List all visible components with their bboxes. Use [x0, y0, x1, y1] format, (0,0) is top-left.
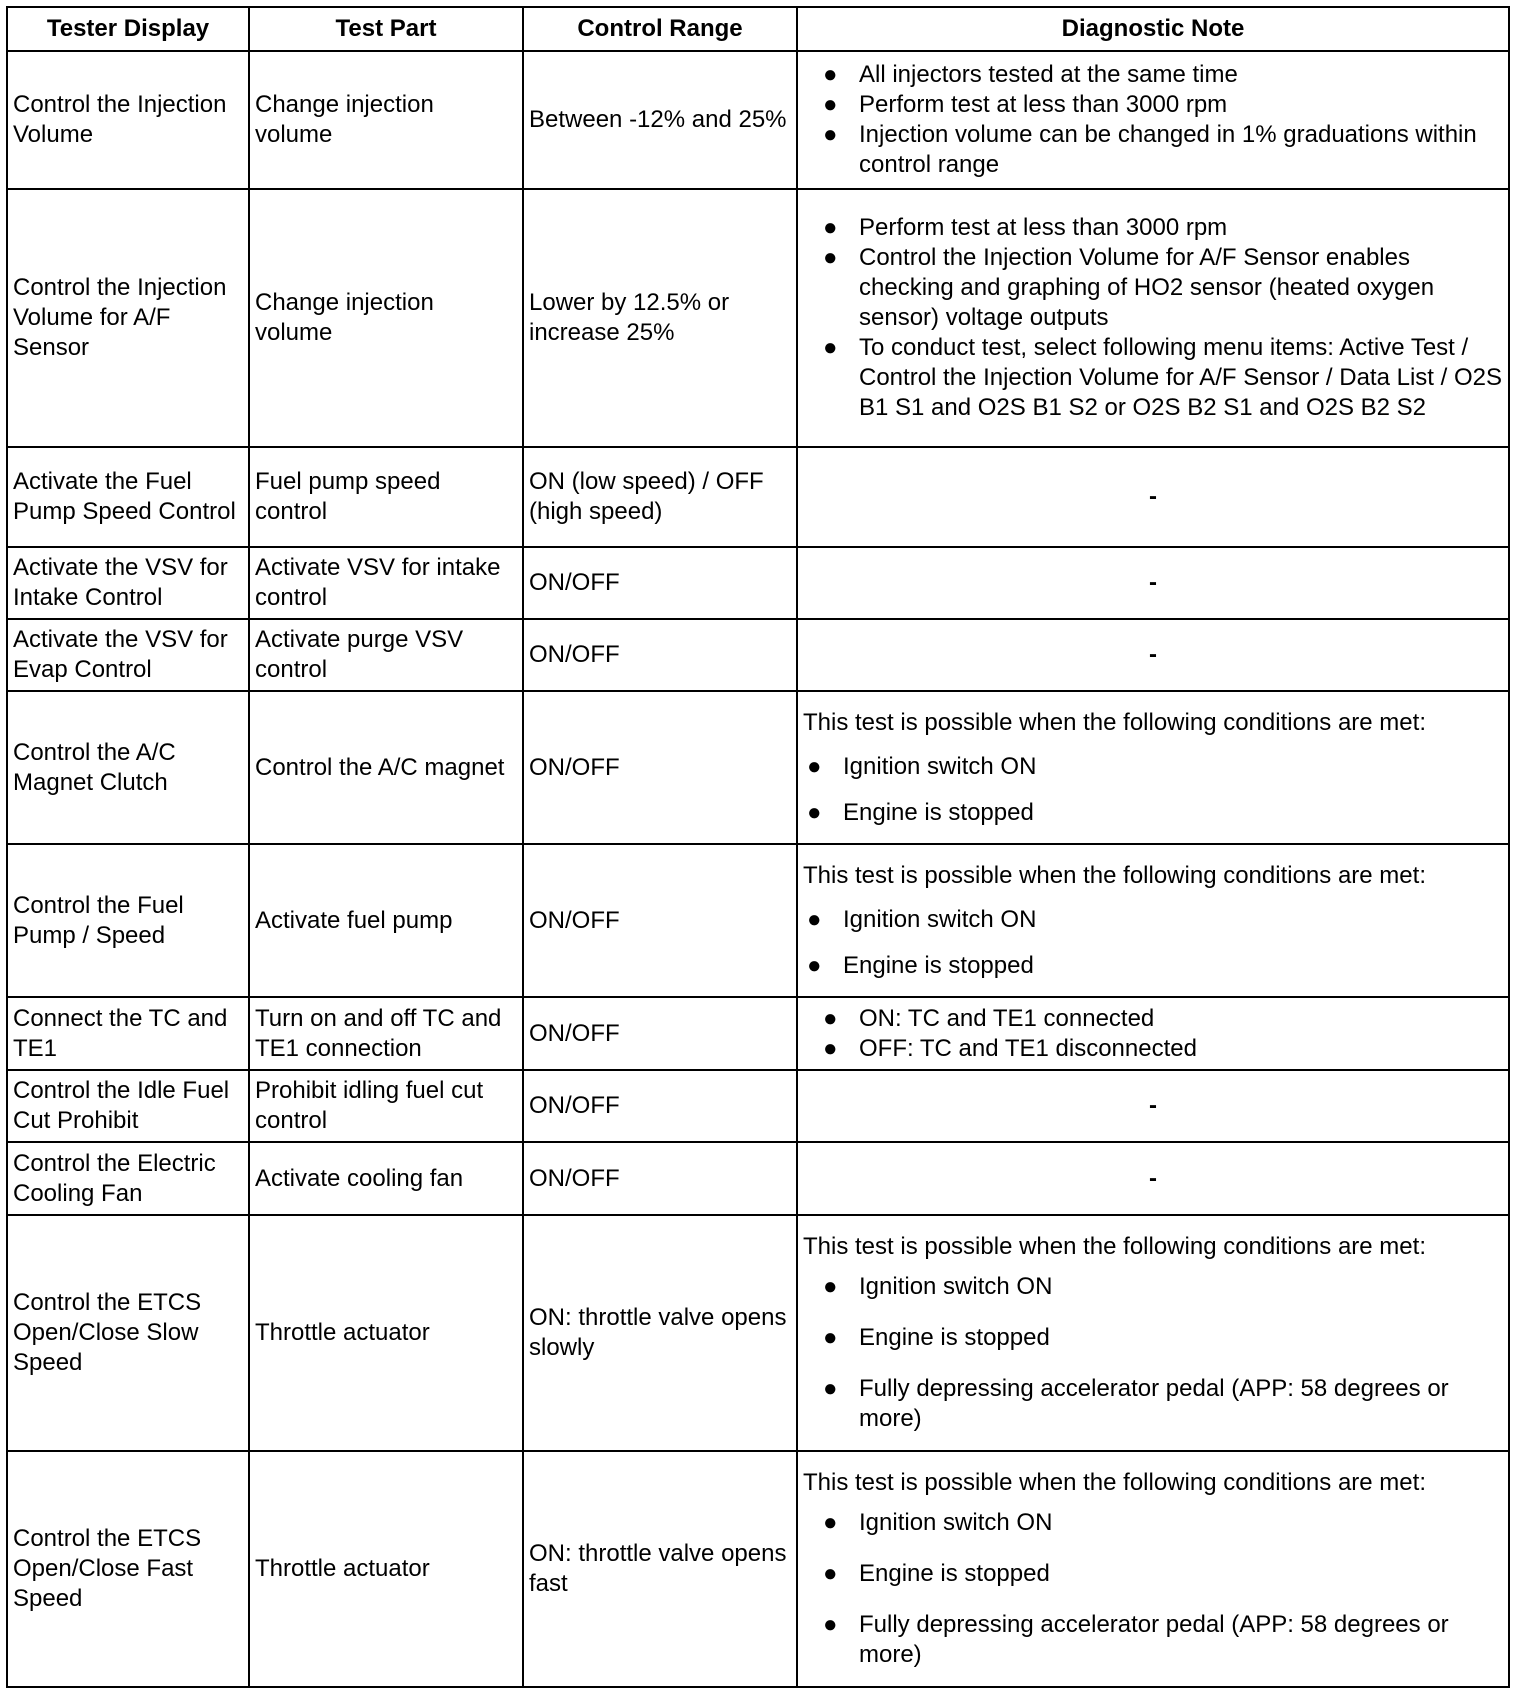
note-text: To conduct test, select following menu items: Active Test / Control the Injection Volume for A/F Sensor / Data List / O2S B1 S1 and O2S B1 S2 or O2S B2 S1 and O2S B2 S2 [859, 334, 1502, 421]
note-text: Perform test at less than 3000 rpm [859, 91, 1228, 118]
test-part-cell: Fuel pump speed control [249, 447, 523, 547]
diagnostic-note-cell: - [797, 547, 1509, 619]
note-item [803, 1508, 1503, 1538]
test-part-cell: Throttle actuator [249, 1215, 523, 1451]
note-text: Ignition switch ON [859, 1273, 1053, 1300]
diagnostic-note-cell [797, 691, 1509, 844]
note-item [803, 213, 1503, 243]
note-text: Engine is stopped [843, 951, 1034, 979]
note-item [803, 951, 1036, 981]
bullet-icon: ● [823, 1324, 838, 1351]
note-intro: This test is possible when the following conditions are met: [803, 1233, 1426, 1260]
active-test-table [6, 6, 1510, 1688]
note-item [803, 798, 1036, 828]
control-range-cell: Between -12% and 25% [523, 51, 797, 189]
header-diagnostic-note: Diagnostic Note [797, 7, 1509, 51]
table-row [7, 447, 1509, 547]
bullet-icon: ● [823, 244, 838, 271]
bullet-icon: ● [823, 1004, 838, 1032]
test-part-cell: Control the A/C magnet [249, 691, 523, 844]
note-item [803, 1323, 1503, 1353]
table-row [7, 547, 1509, 619]
note-item [803, 120, 1503, 180]
tester-display-cell: Control the Injection Volume for A/F Sensor [7, 189, 249, 447]
note-item [803, 1004, 1503, 1034]
test-part-cell: Activate purge VSV control [249, 619, 523, 691]
note-item [803, 905, 1036, 935]
bullet-icon: ● [807, 905, 822, 933]
note-text: All injectors tested at the same time [859, 61, 1238, 88]
tester-display-cell: Control the Fuel Pump / Speed [7, 844, 249, 997]
control-range-cell: ON (low speed) / OFF (high speed) [523, 447, 797, 547]
bullet-icon: ● [823, 1509, 838, 1536]
diagnostic-note-cell: - [797, 619, 1509, 691]
bullet-icon: ● [807, 752, 822, 780]
control-range-cell: ON/OFF [523, 1142, 797, 1215]
bullet-icon: ● [823, 1611, 838, 1638]
control-range-cell: ON/OFF [523, 619, 797, 691]
diagnostic-note-cell: - [797, 1070, 1509, 1142]
note-text: Engine is stopped [859, 1560, 1050, 1587]
table-row [7, 1070, 1509, 1142]
note-text: Control the Injection Volume for A/F Sensor enables checking and graphing of HO2 sensor (heated oxygen sensor) voltage outputs [859, 244, 1435, 331]
bullet-icon: ● [807, 951, 822, 979]
note-text: Ignition switch ON [843, 905, 1037, 933]
note-text: Perform test at less than 3000 rpm [859, 214, 1228, 241]
diagnostic-note-cell [797, 1451, 1509, 1687]
bullet-icon: ● [823, 1560, 838, 1587]
bullet-icon: ● [807, 798, 822, 826]
bullet-icon: ● [823, 1034, 838, 1062]
note-item [803, 1610, 1503, 1670]
note-text: Fully depressing accelerator pedal (APP: 58 degrees or more) [859, 1611, 1449, 1668]
note-text: Engine is stopped [859, 1324, 1050, 1351]
test-part-cell: Activate VSV for intake control [249, 547, 523, 619]
diagnostic-note-cell: - [797, 1142, 1509, 1215]
note-list [803, 1004, 1503, 1064]
note-intro: This test is possible when the following conditions are met: [803, 1469, 1426, 1496]
bullet-icon: ● [823, 121, 838, 148]
note-list [803, 1508, 1503, 1670]
control-range-cell: ON/OFF [523, 1070, 797, 1142]
bullet-icon: ● [823, 1375, 838, 1402]
control-range-cell: Lower by 12.5% or increase 25% [523, 189, 797, 447]
table-row [7, 844, 1509, 997]
table-row [7, 189, 1509, 447]
tester-display-cell: Control the Idle Fuel Cut Prohibit [7, 1070, 249, 1142]
diagnostic-note-cell: - [797, 447, 1509, 547]
diagnostic-note-cell [797, 844, 1509, 997]
tester-display-cell: Control the ETCS Open/Close Fast Speed [7, 1451, 249, 1687]
note-text: Ignition switch ON [843, 752, 1037, 780]
diagnostic-note-cell [797, 1215, 1509, 1451]
table-row [7, 1142, 1509, 1215]
diagnostic-note-cell [797, 997, 1509, 1070]
control-range-cell: ON/OFF [523, 691, 797, 844]
tester-display-cell: Control the ETCS Open/Close Slow Speed [7, 1215, 249, 1451]
table-row [7, 619, 1509, 691]
note-list [803, 905, 1036, 981]
test-part-cell: Turn on and off TC and TE1 connection [249, 997, 523, 1070]
tester-display-cell: Control the A/C Magnet Clutch [7, 691, 249, 844]
control-range-cell: ON/OFF [523, 844, 797, 997]
note-text: OFF: TC and TE1 disconnected [859, 1034, 1197, 1062]
test-part-cell: Change injection volume [249, 189, 523, 447]
note-item [803, 333, 1503, 423]
bullet-icon: ● [823, 61, 838, 88]
table-row [7, 51, 1509, 189]
note-item [803, 1374, 1503, 1434]
bullet-icon: ● [823, 214, 838, 241]
test-part-cell: Prohibit idling fuel cut control [249, 1070, 523, 1142]
header-test-part: Test Part [249, 7, 523, 51]
note-list [803, 213, 1503, 423]
test-part-cell: Activate fuel pump [249, 844, 523, 997]
tester-display-cell: Activate the Fuel Pump Speed Control [7, 447, 249, 547]
note-intro: This test is possible when the following conditions are met: [803, 861, 1426, 889]
control-range-cell: ON: throttle valve opens fast [523, 1451, 797, 1687]
note-intro: This test is possible when the following conditions are met: [803, 708, 1426, 736]
tester-display-cell: Control the Electric Cooling Fan [7, 1142, 249, 1215]
bullet-icon: ● [823, 91, 838, 118]
header-row [7, 7, 1509, 51]
header-control-range: Control Range [523, 7, 797, 51]
note-list [803, 60, 1503, 180]
tester-display-cell: Connect the TC and TE1 [7, 997, 249, 1070]
note-item [803, 60, 1503, 90]
table-row [7, 1215, 1509, 1451]
table-row [7, 997, 1509, 1070]
note-item [803, 243, 1503, 333]
tester-display-cell: Activate the VSV for Evap Control [7, 619, 249, 691]
control-range-cell: ON/OFF [523, 997, 797, 1070]
tester-display-cell: Control the Injection Volume [7, 51, 249, 189]
header-tester-display: Tester Display [7, 7, 249, 51]
note-text: Ignition switch ON [859, 1509, 1053, 1536]
diagnostic-note-cell [797, 51, 1509, 189]
note-list [803, 1272, 1503, 1434]
test-part-cell: Change injection volume [249, 51, 523, 189]
note-text: Fully depressing accelerator pedal (APP: 58 degrees or more) [859, 1375, 1449, 1432]
control-range-cell: ON: throttle valve opens slowly [523, 1215, 797, 1451]
bullet-icon: ● [823, 334, 838, 361]
note-text: Engine is stopped [843, 798, 1034, 826]
test-part-cell: Activate cooling fan [249, 1142, 523, 1215]
note-item [803, 1034, 1503, 1064]
control-range-cell: ON/OFF [523, 547, 797, 619]
table-row [7, 691, 1509, 844]
note-item [803, 752, 1036, 782]
table-row [7, 1451, 1509, 1687]
tester-display-cell: Activate the VSV for Intake Control [7, 547, 249, 619]
note-item [803, 90, 1503, 120]
active-test-sheet [6, 6, 1510, 1688]
note-text: Injection volume can be changed in 1% graduations within control range [859, 121, 1477, 178]
note-text: ON: TC and TE1 connected [859, 1004, 1155, 1032]
bullet-icon: ● [823, 1273, 838, 1300]
diagnostic-note-cell [797, 189, 1509, 447]
note-item [803, 1559, 1503, 1589]
note-list [803, 752, 1036, 828]
note-item [803, 1272, 1503, 1302]
test-part-cell: Throttle actuator [249, 1451, 523, 1687]
